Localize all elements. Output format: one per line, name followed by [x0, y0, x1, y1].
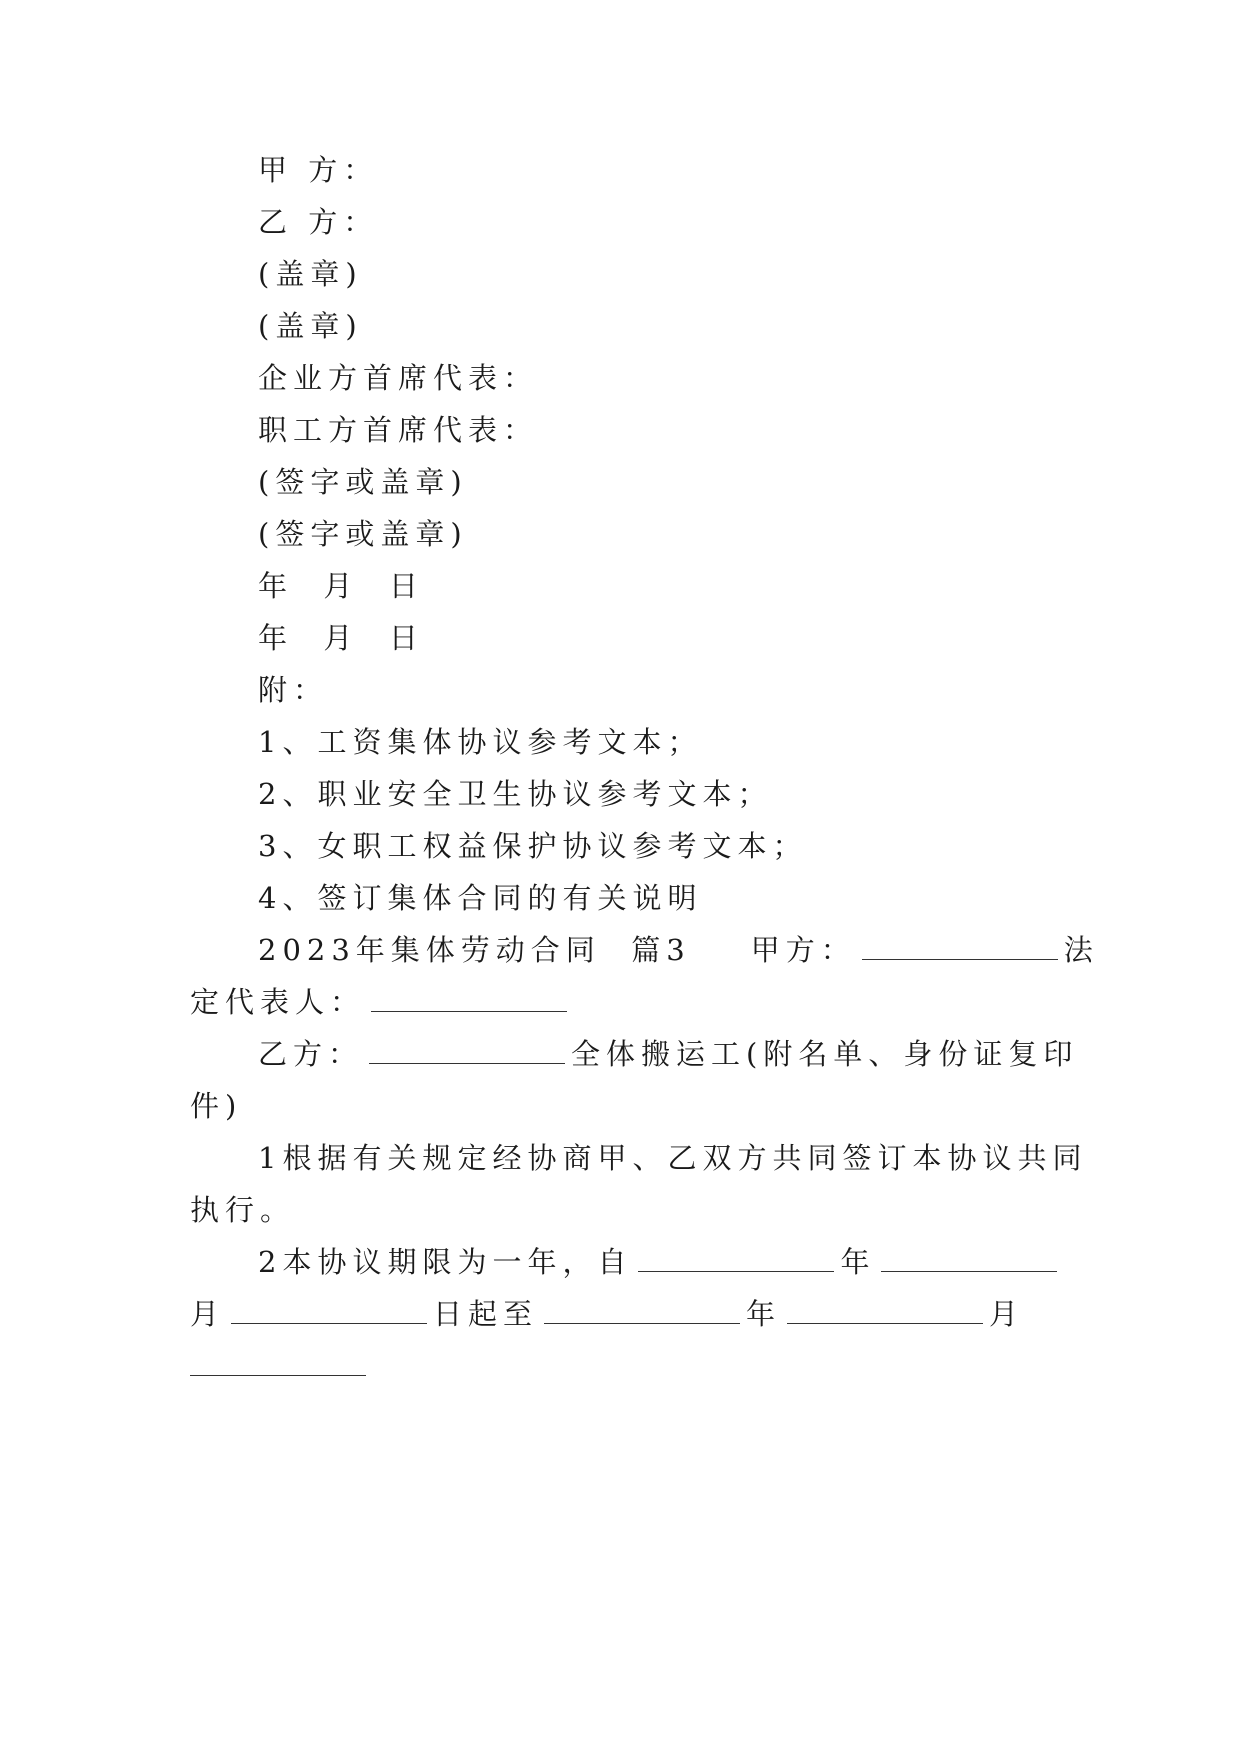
legal-rep-blank — [371, 987, 567, 1012]
clause-1-line-1: 1根据有关规定经协商甲、乙双方共同签订本协议共同 — [258, 1141, 1088, 1175]
party-b-description: 全体搬运工(附名单、身份证复印 — [571, 1037, 1079, 1071]
start-year-blank — [638, 1247, 834, 1272]
seal-note-2: (盖章) — [258, 309, 363, 343]
legal-rep-line — [190, 982, 573, 1022]
sign-or-seal-note-1: (签字或盖章) — [258, 465, 468, 499]
appendix-item: 4、签订集体合同的有关说明 — [258, 881, 703, 915]
day-from-to: 日起至 — [433, 1297, 539, 1331]
seal-note-1: (盖章) — [258, 257, 363, 291]
clause-2-line-1 — [258, 1242, 1063, 1282]
party-b-blank — [369, 1039, 565, 1064]
start-day-blank — [231, 1299, 427, 1324]
party-a-blank — [862, 935, 1058, 960]
party-b-line — [258, 1034, 1078, 1074]
legal-rep-label: 定代表人： — [190, 985, 366, 1019]
appendix-item: 3、女职工权益保护协议参考文本； — [258, 829, 808, 863]
month-word-2: 月 — [989, 1297, 1025, 1331]
clause-2-prefix: 2本协议期限为一年，自 — [258, 1245, 633, 1279]
contract-title-line — [258, 930, 1099, 970]
enterprise-representative-label: 企业方首席代表： — [258, 361, 539, 395]
appendix-heading: 附： — [258, 673, 329, 707]
month-word: 月 — [190, 1297, 226, 1331]
date-line-2: 年 月 日 — [258, 621, 424, 655]
worker-representative-label: 职工方首席代表： — [258, 413, 539, 447]
end-day-blank — [190, 1351, 366, 1376]
contract-title: 2023年集体劳动合同 篇3 — [258, 933, 691, 967]
clause-2-line-2 — [190, 1294, 1024, 1334]
party-a-field-label: 甲方： — [750, 933, 856, 967]
date-line-1: 年 月 日 — [258, 569, 424, 603]
party-b-description-cont: 件) — [190, 1089, 243, 1123]
start-month-blank — [881, 1247, 1057, 1272]
appendix-item: 1、工资集体协议参考文本； — [258, 725, 703, 759]
year-word-2: 年 — [746, 1297, 782, 1331]
party-a-label: 甲 方： — [258, 153, 379, 187]
year-word: 年 — [840, 1245, 876, 1279]
clause-1-line-2: 执行。 — [190, 1193, 296, 1227]
legal-rep-prefix: 法 — [1063, 933, 1099, 967]
party-b-label: 乙 方： — [258, 205, 379, 239]
end-year-blank — [544, 1299, 740, 1324]
sign-or-seal-note-2: (签字或盖章) — [258, 517, 468, 551]
clause-2-line-3 — [190, 1346, 372, 1386]
appendix-item: 2、职业安全卫生协议参考文本； — [258, 777, 773, 811]
end-month-blank — [787, 1299, 983, 1324]
party-b-field-label: 乙方： — [258, 1037, 364, 1071]
